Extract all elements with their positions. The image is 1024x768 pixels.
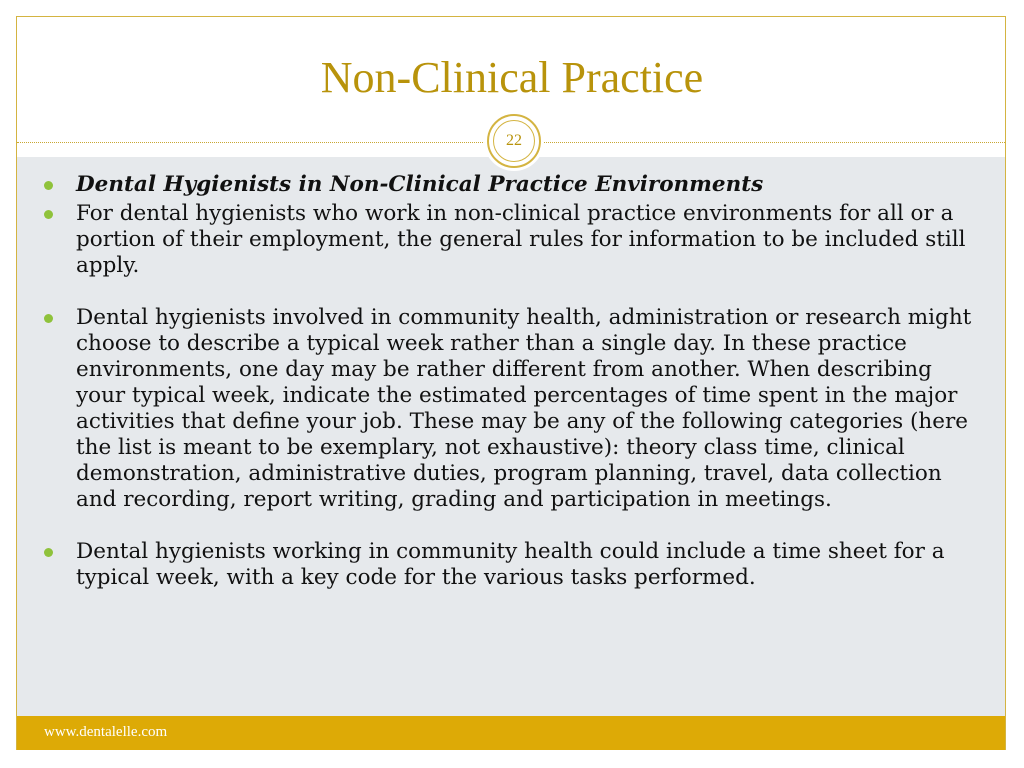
bullet-text: Dental Hygienists in Non-Clinical Practice Environments xyxy=(76,172,764,197)
bullet-text: Dental hygienists involved in community health, administration or research might choose to describe a typical week rather than a single day. In these practice environments, one day may be rather different from another. When describing your typical week, indicate the estimated percentages of time spent in the major activities that define your job. These may be any of the following categories (here the list is meant to be exemplary, not exhaustive): theory class time, clinical demonstration, administrative duties, program planning, travel, data collection and recording, report writing, grading and participation in meetings. xyxy=(76,305,972,512)
slide-number: 22 xyxy=(493,120,535,162)
bullet-item xyxy=(44,172,980,198)
bullet-dot-icon xyxy=(44,181,53,190)
bullet-item xyxy=(44,305,980,513)
bullet-item xyxy=(44,539,980,591)
slide-title: Non-Clinical Practice xyxy=(320,53,704,102)
bullet-text: Dental hygienists working in community health could include a time sheet for a typical week, with a key code for the various tasks performed. xyxy=(76,539,945,590)
footer-url[interactable]: www.dentalelle.com xyxy=(44,724,168,740)
bullet-text: For dental hygienists who work in non-clinical practice environments for all or a portion of their employment, the general rules for information to be included still apply. xyxy=(76,201,966,278)
bullet-dot-icon xyxy=(44,548,53,557)
bullet-dot-icon xyxy=(44,210,53,219)
footer-bar xyxy=(17,716,1005,750)
bullet-dot-icon xyxy=(44,314,53,323)
slide-number-badge xyxy=(487,114,541,168)
bullet-list xyxy=(44,172,980,591)
bullet-item xyxy=(44,201,980,279)
